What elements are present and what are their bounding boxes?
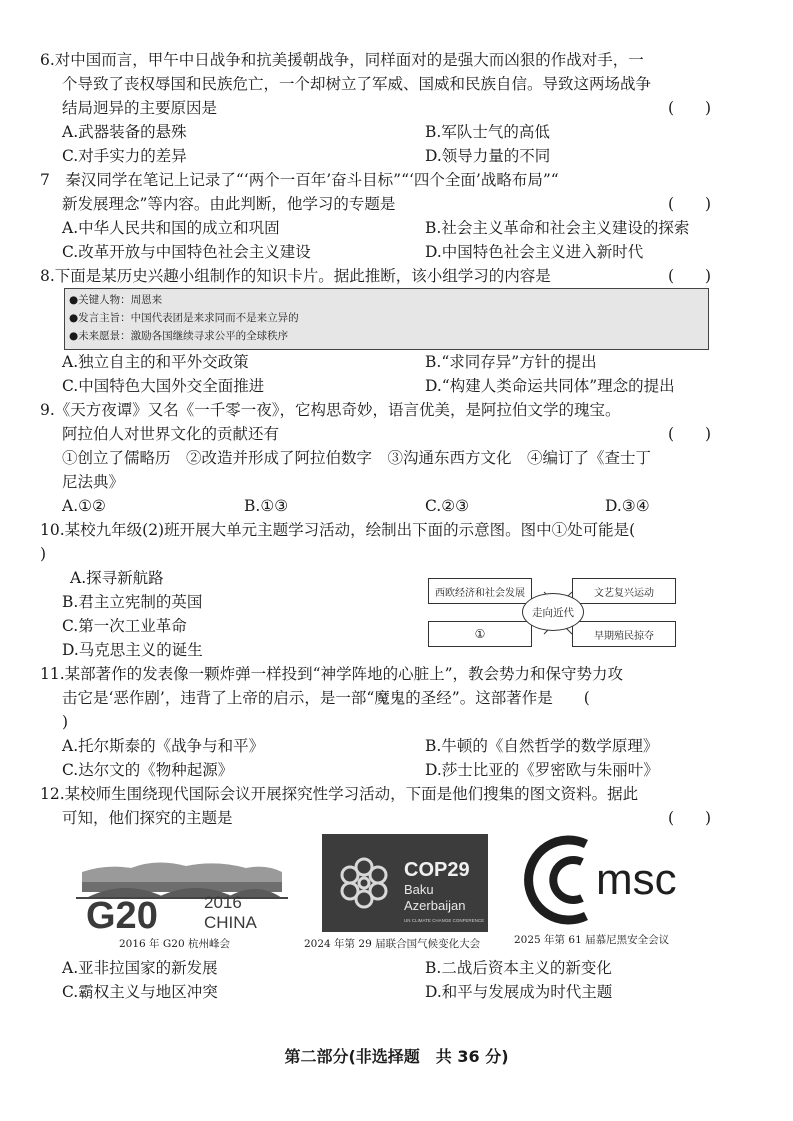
q7-answer-paren: ( ) bbox=[668, 195, 712, 213]
q12-stem-line2: 可知，他们探究的主题是 bbox=[62, 809, 233, 827]
q6-stem-line1: 6.对中国而言，甲午中日战争和抗美援朝战争，同样面对的是强大而凶狠的作战对手，一 bbox=[40, 51, 644, 69]
g20-country-text: CHINA bbox=[204, 913, 257, 932]
q12-option-c: C.霸权主义与地区冲突 bbox=[62, 983, 218, 1001]
q11-option-a: A.托尔斯泰的《战争与和平》 bbox=[62, 737, 265, 755]
card-line-key-person: ●关键人物：周恩来 bbox=[69, 294, 163, 306]
diagram-box-west-europe-development: 西欧经济和社会发展 bbox=[428, 578, 532, 604]
q12-answer-paren: ( ) bbox=[668, 809, 712, 827]
q10-option-b: B.君主立宪制的英国 bbox=[62, 593, 203, 611]
q9-option-b: B.①③ bbox=[244, 497, 289, 515]
q9-items-line2: 尼法典》 bbox=[62, 473, 125, 491]
q11-stem-line2: 击它是‘恶作剧’，违背了上帝的启示，是一部“魔鬼的圣经”。这部著作是 ( bbox=[62, 689, 590, 707]
q6-option-b: B.军队士气的高低 bbox=[425, 123, 550, 141]
q11-option-c: C.达尔文的《物种起源》 bbox=[62, 761, 234, 779]
msc-logo-image bbox=[524, 832, 714, 930]
g20-caption: 2016 年 G20 杭州峰会 bbox=[119, 938, 230, 950]
q8-answer-paren: ( ) bbox=[668, 267, 712, 285]
q11-option-b: B.牛顿的《自然哲学的数学原理》 bbox=[425, 737, 659, 755]
card-line-future-vision: ●未来愿景：激励各国继续寻求公平的全球秩序 bbox=[69, 330, 289, 342]
q11-option-d: D.莎士比亚的《罗密欧与朱丽叶》 bbox=[425, 761, 659, 779]
diagram-center-toward-modern: 走向近代 bbox=[522, 593, 584, 631]
q10-stem-line2: ) bbox=[40, 545, 47, 563]
q11-stem-line1: 11.某部著作的发表像一颗炸弹一样投到“神学阵地的心脏上”，教会势力和保守势力攻 bbox=[40, 665, 624, 683]
q8-stem-line1: 8.下面是某历史兴趣小组制作的知识卡片。据此推断，该小组学习的内容是 bbox=[40, 267, 551, 285]
q6-answer-paren: ( ) bbox=[668, 99, 712, 117]
q7-stem-line2: 新发展理念”等内容。由此判断，他学习的专题是 bbox=[62, 195, 396, 213]
q12-stem-line1: 12.某校师生围绕现代国际会议开展探究性学习活动，下面是他们搜集的图文资料。据此 bbox=[40, 785, 639, 803]
q8-option-a: A.独立自主的和平外交政策 bbox=[62, 353, 249, 371]
msc-logo-text: msc bbox=[596, 855, 677, 904]
card-line-speech-theme: ●发言主旨：中国代表团是来求同而不是来立异的 bbox=[69, 312, 299, 324]
q8-option-b: B.“求同存异”方针的提出 bbox=[425, 353, 597, 371]
diagram-box-blank-1: ① bbox=[428, 621, 532, 647]
q7-option-c: C.改革开放与中国特色社会主义建设 bbox=[62, 243, 311, 261]
q7-stem-line1: 7 秦汉同学在笔记上记录了“‘两个一百年’奋斗目标”“‘四个全面’战略布局”“ bbox=[40, 171, 559, 189]
q9-option-d: D.③④ bbox=[605, 497, 650, 515]
q9-answer-paren: ( ) bbox=[668, 425, 712, 443]
q12-option-b: B.二战后资本主义的新变化 bbox=[425, 959, 612, 977]
q9-option-a: A.①② bbox=[62, 497, 106, 515]
q6-stem-line3: 结局迥异的主要原因是 bbox=[62, 99, 218, 117]
q9-items-line1: ①创立了儒略历 ②改造并形成了阿拉伯数字 ③沟通东西方文化 ④编订了《查士丁 bbox=[62, 449, 652, 467]
g20-year-text: 2016 bbox=[204, 893, 242, 912]
q9-option-c: C.②③ bbox=[425, 497, 470, 515]
q7-option-a: A.中华人民共和国的成立和巩固 bbox=[62, 219, 280, 237]
q6-stem-line2: 个导致了丧权辱国和民族危亡，一个却树立了军威、国威和民族自信。导致这两场战争 bbox=[62, 75, 652, 93]
cop29-logo-image bbox=[322, 834, 488, 932]
q8-option-d: D.“构建人类命运共同体”理念的提出 bbox=[425, 377, 675, 395]
diagram-box-colonial-plunder: 早期殖民掠夺 bbox=[572, 621, 676, 647]
diagram-box-renaissance: 文艺复兴运动 bbox=[572, 578, 676, 604]
q6-option-c: C.对手实力的差异 bbox=[62, 147, 187, 165]
q9-stem-line1: 9.《天方夜谭》又名《一千零一夜》，它构思奇妙，语言优美，是阿拉伯文学的瑰宝。 bbox=[40, 401, 621, 419]
q12-option-d: D.和平与发展成为时代主题 bbox=[425, 983, 613, 1001]
section-2-title: 第二部分(非选择题 共 36 分) bbox=[284, 1047, 509, 1066]
msc-caption: 2025 年第 61 届慕尼黑安全会议 bbox=[514, 934, 670, 946]
g20-logo-text: G20 bbox=[86, 895, 158, 934]
q10-option-d: D.马克思主义的诞生 bbox=[62, 641, 203, 659]
q6-option-a: A.武器装备的悬殊 bbox=[62, 123, 187, 141]
q9-stem-line2: 阿拉伯人对世界文化的贡献还有 bbox=[62, 425, 280, 443]
cop29-logo-text: COP29 bbox=[404, 859, 470, 881]
q10-option-a: A.探寻新航路 bbox=[70, 569, 164, 587]
q8-option-c: C.中国特色大国外交全面推进 bbox=[62, 377, 265, 395]
g20-hangzhou-logo-image bbox=[76, 838, 288, 934]
q7-option-b: B.社会主义革命和社会主义建设的探索 bbox=[425, 219, 690, 237]
q6-option-d: D.领导力量的不同 bbox=[425, 147, 551, 165]
q8-knowledge-card bbox=[64, 288, 709, 350]
cop29-caption: 2024 年第 29 届联合国气候变化大会 bbox=[304, 938, 481, 950]
q12-option-a: A.亚非拉国家的新发展 bbox=[62, 959, 218, 977]
cop29-unfccc-text: UN CLIMATE CHANGE CONFERENCE bbox=[404, 918, 485, 923]
q10-option-c: C.第一次工业革命 bbox=[62, 617, 187, 635]
cop29-city-text: Baku bbox=[404, 882, 434, 897]
q11-stem-line3: ) bbox=[62, 713, 69, 731]
q10-stem-line1: 10.某校九年级(2)班开展大单元主题学习活动，绘制出下面的示意图。图中①处可能是( bbox=[40, 521, 636, 539]
q7-option-d: D.中国特色社会主义进入新时代 bbox=[425, 243, 644, 261]
cop29-country-text: Azerbaijan bbox=[404, 898, 466, 913]
